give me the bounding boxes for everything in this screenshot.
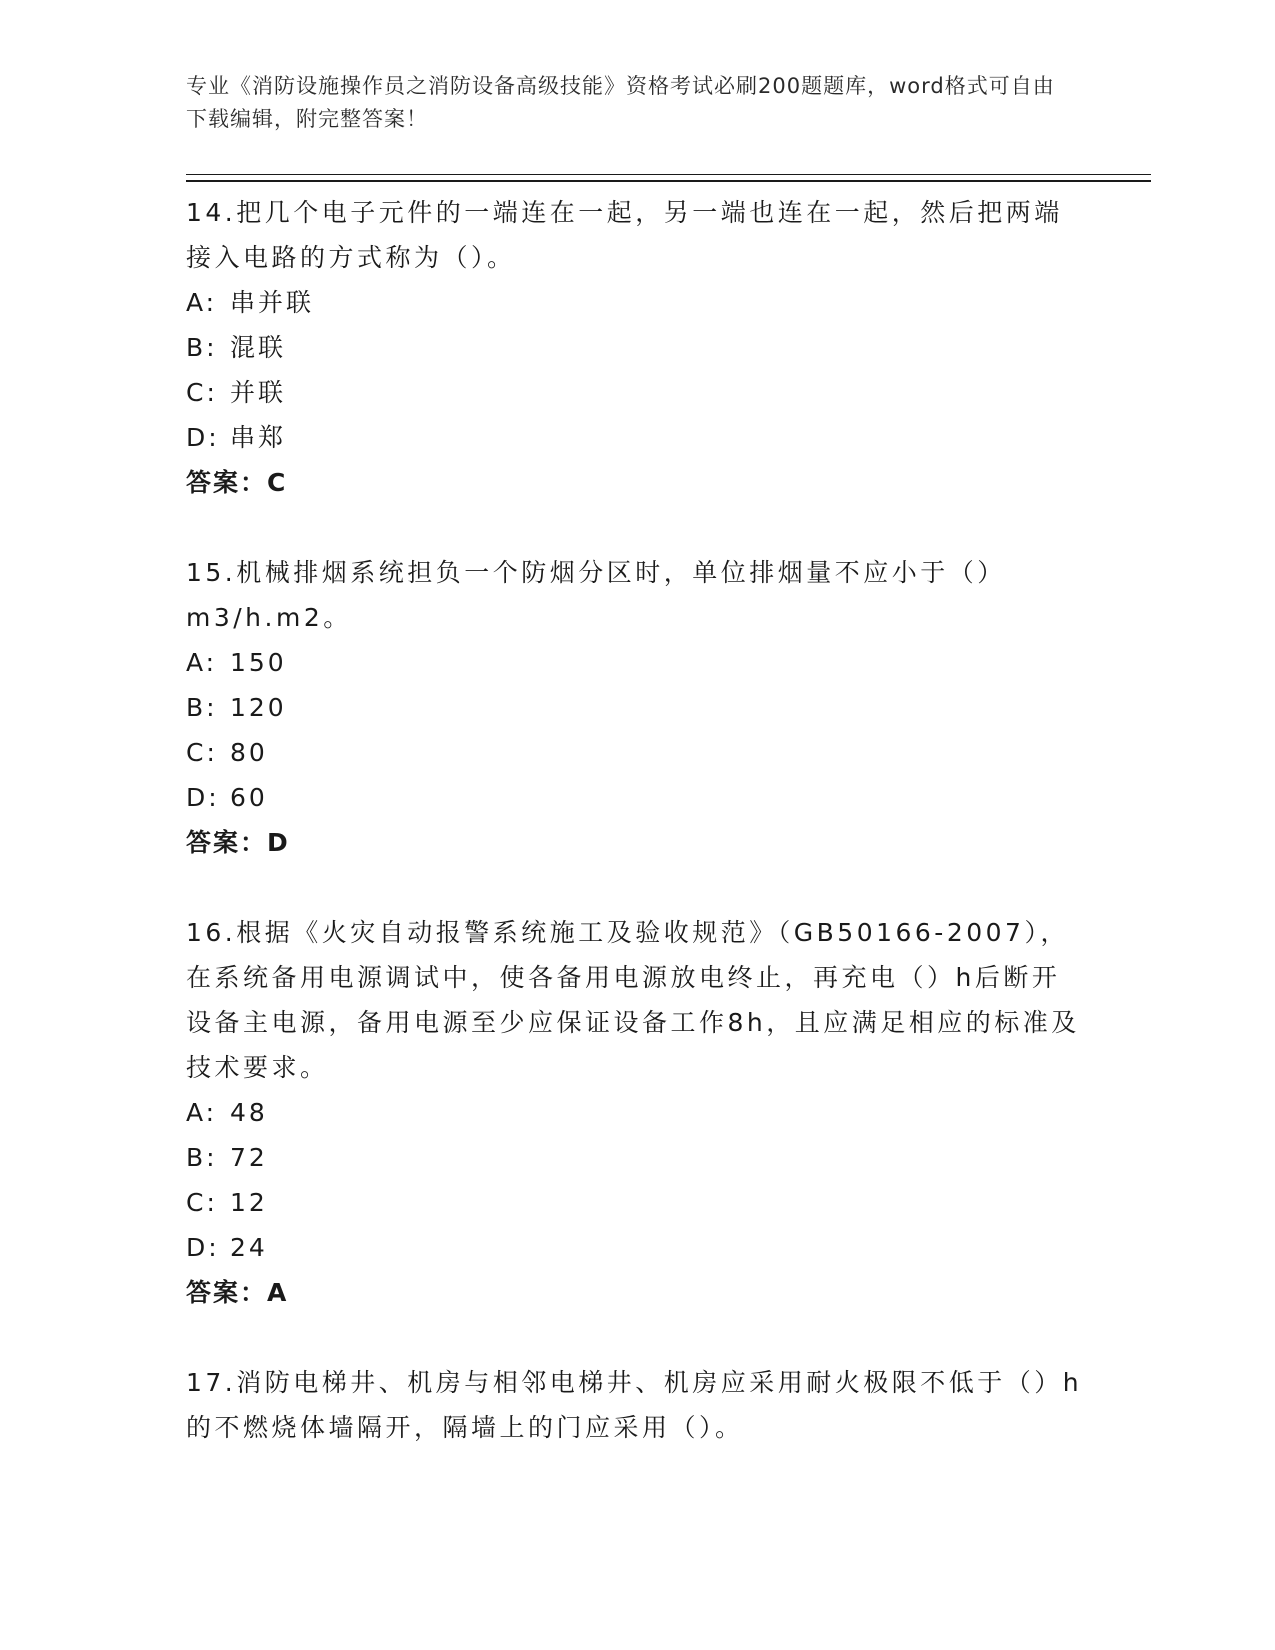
document-header: 专业《消防设施操作员之消防设备高级技能》资格考试必刷200题题库，word格式可自由下载编辑，附完整答案！ [186, 74, 1055, 131]
option-letter: D: [186, 1233, 220, 1262]
question-14 [186, 190, 1086, 505]
option-text: 串郑 [230, 423, 287, 452]
option-letter: C: [186, 738, 218, 767]
question-text: 17.消防电梯井、机房与相邻电梯井、机房应采用耐火极限不低于（）h的不燃烧体墙隔开，隔墙上的门应采用（）。 [186, 1368, 1083, 1442]
option-text: 80 [230, 738, 268, 767]
option-b [186, 325, 1086, 370]
option-text: 48 [230, 1098, 268, 1127]
option-letter: A: [186, 288, 218, 317]
option-b [186, 1135, 1086, 1180]
option-text: 72 [230, 1143, 268, 1172]
option-letter: D: [186, 423, 220, 452]
option-c [186, 370, 1086, 415]
option-letter: B: [186, 1143, 218, 1172]
option-text: 12 [230, 1188, 268, 1217]
option-b [186, 685, 1086, 730]
option-letter: C: [186, 1188, 218, 1217]
option-d [186, 1225, 1086, 1270]
option-text: 60 [230, 783, 268, 812]
question-text: 14.把几个电子元件的一端连在一起，另一端也连在一起，然后把两端接入电路的方式称为（）。 [186, 198, 1063, 272]
option-letter: A: [186, 1098, 218, 1127]
option-letter: B: [186, 693, 218, 722]
option-text: 并联 [230, 378, 287, 407]
header-divider-thin [186, 174, 1151, 175]
option-letter: B: [186, 333, 218, 362]
question-list [186, 190, 1086, 1450]
answer: 答案：C [186, 468, 288, 497]
option-a [186, 280, 1086, 325]
option-c [186, 1180, 1086, 1225]
question-text: 15.机械排烟系统担负一个防烟分区时，单位排烟量不应小于（）m3/h.m2。 [186, 558, 1006, 632]
answer: 答案：A [186, 1278, 289, 1307]
question-17 [186, 1360, 1086, 1450]
question-15 [186, 550, 1086, 865]
option-text: 150 [230, 648, 287, 677]
option-letter: D: [186, 783, 220, 812]
question-16 [186, 910, 1086, 1315]
option-text: 24 [230, 1233, 268, 1262]
option-letter: C: [186, 378, 218, 407]
option-a [186, 1090, 1086, 1135]
option-d [186, 775, 1086, 820]
option-d [186, 415, 1086, 460]
option-text: 混联 [230, 333, 287, 362]
answer: 答案：D [186, 828, 290, 857]
option-text: 串并联 [230, 288, 315, 317]
option-a [186, 640, 1086, 685]
option-text: 120 [230, 693, 287, 722]
header-divider-thick [186, 180, 1151, 182]
option-c [186, 730, 1086, 775]
option-letter: A: [186, 648, 218, 677]
question-text: 16.根据《火灾自动报警系统施工及验收规范》（GB50166-2007），在系统备用电源调试中，使各备用电源放电终止，再充电（）h后断开设备主电源，备用电源至少应保证设备工作8h，且应满足相应的标准及技术要求。 [186, 918, 1080, 1082]
